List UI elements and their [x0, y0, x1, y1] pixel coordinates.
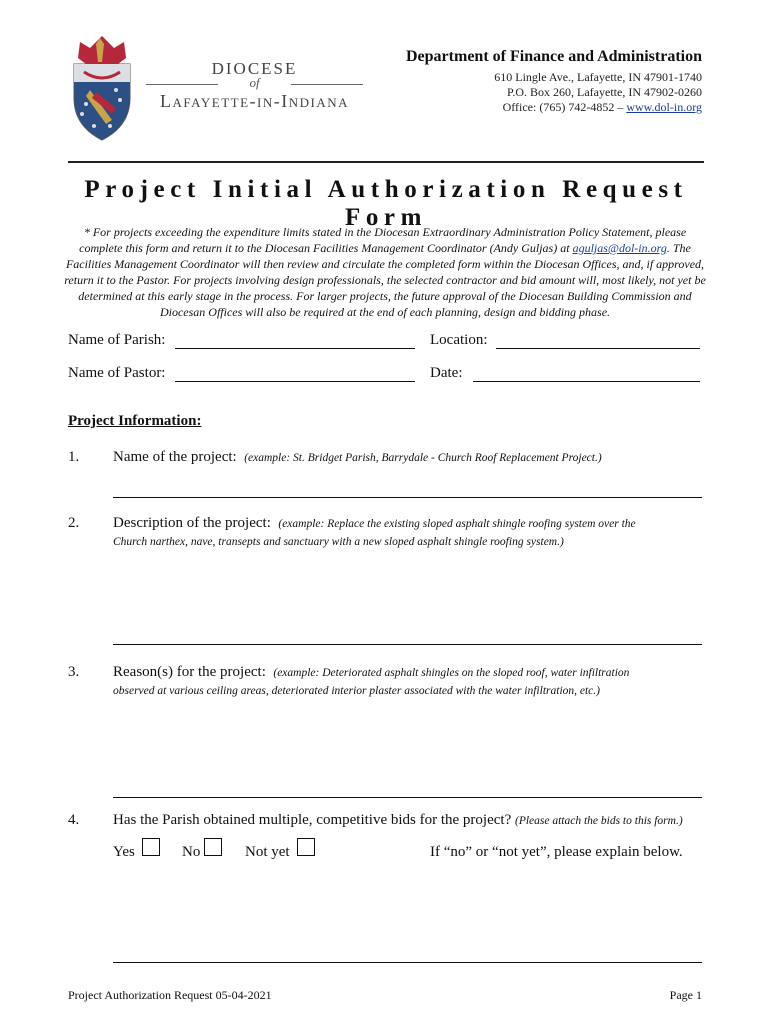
section-title: Project Information: [68, 413, 202, 429]
question-number: 2. [68, 515, 80, 531]
answer-line-4[interactable] [113, 962, 702, 963]
parish-label: Name of Parish: [68, 332, 166, 348]
form-title: Project Initial Authorization Request Form [84, 176, 688, 231]
office-phone: Office: (765) 742-4852 – [502, 100, 627, 114]
answer-line-3[interactable] [113, 797, 702, 798]
diocese-coat-of-arms [66, 34, 138, 144]
pastor-field[interactable] [175, 381, 415, 382]
logo-diocese-word: DIOCESE [211, 59, 298, 78]
option-no-label: No [182, 844, 201, 860]
pastor-label: Name of Pastor: [68, 365, 166, 381]
yes-checkbox[interactable] [142, 838, 160, 856]
office-line [503, 100, 702, 115]
question-4: Has the Parish obtained multiple, competitive bids for the project? (Please attach the bids to this form.) [113, 812, 683, 828]
address-line-2: P.O. Box 260, Lafayette, IN 47902-0260 [507, 85, 702, 99]
date-label: Date: [430, 365, 463, 381]
option-yes-label: Yes [113, 844, 135, 860]
question-1: Name of the project: (example: St. Bridget Parish, Barrydale - Church Roof Replacement Project.) [113, 449, 602, 465]
answer-line-2[interactable] [113, 644, 702, 645]
department-name: Department of Finance and Administration [406, 48, 702, 65]
logo-of-word: of [142, 75, 367, 91]
parish-field[interactable] [175, 348, 415, 349]
option-not-yet-label: Not yet [245, 844, 290, 860]
location-label: Location: [430, 332, 488, 348]
website-link[interactable]: www.dol-in.org [626, 100, 702, 114]
question-number: 4. [68, 812, 80, 828]
question-2: Description of the project: (example: Replace the existing sloped asphalt shingle roofing system over the Church narthex, nave, transepts and sanctuary with a new sloped asphalt shingle roofing system.) [113, 515, 636, 548]
question-3: Reason(s) for the project: (example: Deteriorated asphalt shingles on the sloped roof, water infiltration observed at various ceiling areas, deteriorated interior plaster associated with the water infiltration, etc.) [113, 664, 630, 697]
question-number: 3. [68, 664, 80, 680]
email-link[interactable]: aguljas@dol-in.org [572, 241, 667, 255]
footer-form-id: Project Authorization Request 05-04-2021 [68, 988, 272, 1002]
intro-paragraph: * For projects exceeding the expenditure limits stated in the Diocesan Extraordinary Administration Policy Statement, please complete this form and return it to the Diocesan Facilities Management Coordinator (Andy Guljas) at aguljas@dol-in.org. The Facilities Management Coordinator will then review and circulate the completed form within the Diocesan Offices, and, if approved, return it to the Pastor. For projects involving design professionals, the selected contractor and bid amount will, most likely, not yet be determined at this early stage in the process. For larger projects, the future approval of the Diocesan Building Commission and Diocesan Offices will also be required at the end of each planning, design and bidding phase. [64, 225, 706, 319]
location-field[interactable] [496, 348, 700, 349]
answer-line-1[interactable] [113, 497, 702, 498]
header-divider [68, 161, 704, 163]
bid-explain-text: If “no” or “not yet”, please explain below. [430, 844, 683, 860]
date-field[interactable] [473, 381, 700, 382]
logo-diocese-name: Lafayette-in-Indiana [160, 91, 349, 111]
not-yet-checkbox[interactable] [297, 838, 315, 856]
footer-page-number: Page 1 [669, 988, 702, 1002]
address-line-1: 610 Lingle Ave., Lafayette, IN 47901-1740 [494, 70, 702, 84]
question-number: 1. [68, 449, 80, 465]
no-checkbox[interactable] [204, 838, 222, 856]
